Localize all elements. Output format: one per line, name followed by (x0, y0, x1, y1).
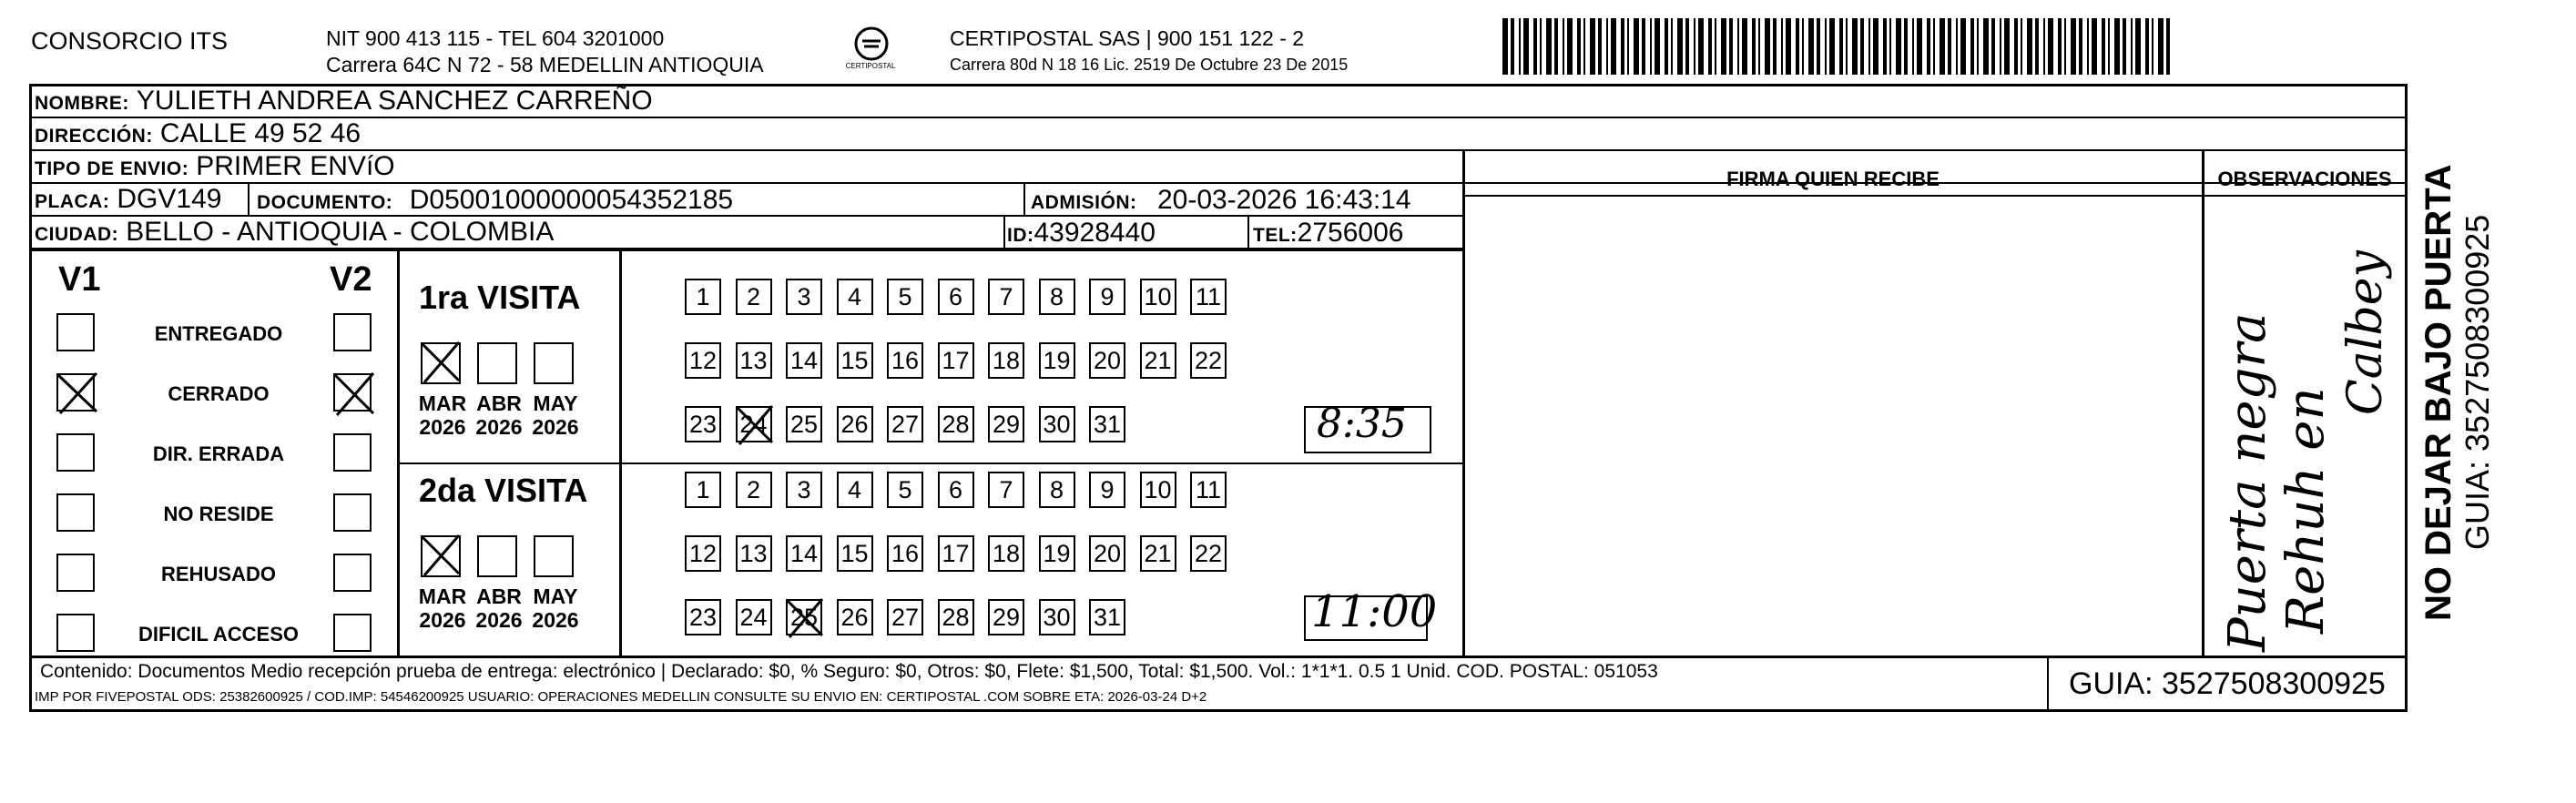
observaciones-header: OBSERVACIONES (2217, 168, 2392, 190)
barcode-bar (1621, 18, 1624, 75)
day-box[interactable]: 10 (1140, 279, 1176, 315)
direccion-label: DIRECCIÓN: (35, 126, 153, 147)
barcode-bar (2152, 18, 2153, 75)
barcode-bar (1752, 18, 1756, 75)
barcode-bar (1742, 18, 1747, 75)
placa-label: PLACA: (35, 191, 110, 212)
barcode-bar (2000, 18, 2001, 75)
barcode-bar (1825, 18, 1827, 75)
barcode-bar (1563, 18, 1564, 75)
certipostal-info (950, 25, 1348, 78)
barcode-bar (2027, 18, 2032, 75)
barcode-bar (1868, 18, 1870, 75)
day-box[interactable]: 7 (988, 472, 1024, 508)
day-box[interactable]: 4 (837, 472, 873, 508)
barcode-bar (1846, 18, 1848, 75)
divider (1462, 151, 1465, 657)
barcode-bar (2035, 18, 2039, 75)
nombre-value: YULIETH ANDREA SANCHEZ CARREÑO (136, 86, 653, 116)
barcode-bar (2135, 18, 2141, 75)
nombre-label: NOMBRE: (35, 93, 129, 114)
tipo-value: PRIMER ENVíO (196, 151, 395, 181)
barcode-bar (1627, 18, 1629, 75)
day-box[interactable]: 16 (887, 342, 923, 379)
month-checkbox[interactable] (534, 535, 574, 577)
day-box[interactable]: 5 (887, 472, 923, 508)
barcode-bar (1502, 18, 1508, 75)
company-info (326, 25, 764, 78)
footer-content-line: Contenido: Documentos Medio recepción prueba de entrega: electrónico | Declarado: $0, % Seguro: $0, Otros: $0, Flete: $1,500, Total: $1,500. Vol.: 1*1*1. 0.5 1 Unid. COD. POSTAL: 051053 (40, 661, 1658, 682)
day-box[interactable]: 14 (786, 342, 822, 379)
firma-header: FIRMA QUIEN RECIBE (1726, 168, 1940, 190)
barcode-bar (2087, 18, 2089, 75)
barcode-bar (1852, 18, 1858, 75)
footer-imp-line: IMP POR FIVEPOSTAL ODS: 25382600925 / COD.IMP: 54546200925 USUARIO: OPERACIONES MEDELLIN CONSULTE SU ENVIO EN: CERTIPOSTAL .COM SOBRE ETA: 2026-03-24 D+2 (35, 689, 1207, 705)
day-box[interactable]: 4 (837, 279, 873, 315)
day-box[interactable]: 22 (1190, 535, 1227, 572)
month-year: 2026 (419, 608, 466, 632)
month-name: MAY (533, 391, 578, 415)
month-label (472, 584, 526, 632)
tel-field (1253, 218, 1403, 249)
month-checkbox[interactable] (477, 535, 517, 577)
first-visit-title: 1ra VISITA (419, 279, 581, 316)
tipo-label: TIPO DE ENVIO: (35, 158, 189, 179)
barcode-bar (1677, 18, 1683, 75)
day-box[interactable]: 5 (887, 279, 923, 315)
month-name: ABR (476, 391, 522, 415)
barcode-bar (1917, 18, 1922, 75)
v1-checkbox[interactable] (56, 614, 95, 652)
barcode-bar (1567, 18, 1573, 75)
barcode-bar (1708, 18, 1712, 75)
barcode-bar (1808, 18, 1814, 75)
v2-checkbox[interactable] (333, 493, 372, 532)
divider (1247, 217, 1249, 249)
divider (397, 462, 1464, 464)
barcode-bar (1650, 18, 1652, 75)
ciudad-label: CIUDAD: (35, 224, 119, 245)
barcode-bar (1519, 18, 1521, 75)
day-box[interactable]: 22 (1190, 342, 1227, 379)
barcode-bar (1698, 18, 1704, 75)
barcode-bar (2058, 18, 2062, 75)
id-field (1007, 218, 1156, 249)
barcode-bar (2048, 18, 2053, 75)
month-name: ABR (476, 584, 522, 608)
divider (2202, 151, 2204, 657)
barcode-bar (2114, 18, 2120, 75)
barcode-bar (1773, 18, 1777, 75)
id-value: 43928440 (1033, 218, 1156, 248)
status-label: ENTREGADO (154, 322, 283, 345)
v2-checkbox[interactable] (333, 433, 372, 472)
barcode (1502, 18, 2176, 75)
barcode-bar (2108, 18, 2110, 75)
first-visit-time: 8:35 (1317, 401, 1407, 447)
barcode-bar (2071, 18, 2076, 75)
observation-line-3: Calbey (2338, 250, 2393, 415)
day-box[interactable]: 16 (887, 535, 923, 572)
barcode-bar (1829, 18, 1835, 75)
barcode-bar (1927, 18, 1930, 75)
v1-checkbox[interactable] (56, 554, 95, 592)
barcode-bar (2079, 18, 2082, 75)
company-name: CONSORCIO ITS (31, 27, 229, 55)
company-address-line: Carrera 64C N 72 - 58 MEDELLIN ANTIOQUIA (326, 53, 764, 76)
barcode-bar (1883, 18, 1887, 75)
day-box[interactable]: 6 (938, 279, 974, 315)
day-box[interactable]: 30 (1039, 406, 1075, 442)
barcode-bar (1765, 18, 1770, 75)
day-box[interactable]: 27 (887, 599, 923, 635)
day-box[interactable]: 19 (1039, 535, 1075, 572)
barcode-bar (1970, 18, 1974, 75)
month-label (415, 391, 470, 439)
divider (29, 249, 1464, 251)
observation-line-1: Puerta negra (2218, 312, 2277, 652)
day-box[interactable]: 3 (786, 472, 822, 508)
day-box[interactable]: 24 (736, 599, 772, 635)
day-box[interactable]: 25 (786, 599, 822, 635)
barcode-bar (1598, 18, 1602, 75)
check-mark-icon (734, 402, 776, 446)
barcode-bar (2004, 18, 2010, 75)
day-box[interactable]: 15 (837, 342, 873, 379)
day-box[interactable]: 31 (1089, 599, 1125, 635)
barcode-bar (1715, 18, 1716, 75)
divider (248, 184, 249, 217)
v1-header: V1 (58, 260, 101, 299)
barcode-bar (1912, 18, 1914, 75)
certipostal-nit-line: CERTIPOSTAL SAS | 900 151 122 - 2 (950, 26, 1305, 50)
barcode-bar (2064, 18, 2066, 75)
day-box[interactable]: 13 (736, 535, 772, 572)
barcode-bar (1904, 18, 1908, 75)
barcode-bar (2043, 18, 2045, 75)
barcode-bar (1533, 18, 1537, 75)
row-direccion (29, 118, 2408, 151)
barcode-bar (2158, 18, 2164, 75)
day-box[interactable]: 3 (786, 279, 822, 315)
day-box[interactable]: 20 (1089, 342, 1125, 379)
admision-value: 20-03-2026 16:43:14 (1156, 185, 1411, 215)
barcode-bar (1802, 18, 1804, 75)
day-box[interactable]: 31 (1089, 406, 1125, 442)
day-box[interactable]: 10 (1140, 472, 1176, 508)
month-name: MAR (418, 584, 467, 608)
barcode-bar (1606, 18, 1608, 75)
admision-field (1031, 185, 1411, 216)
ciudad-value: BELLO - ANTIOQUIA - COLOMBIA (126, 217, 555, 247)
second-visit-title: 2da VISITA (419, 472, 588, 509)
barcode-bar (1781, 18, 1783, 75)
barcode-bar (1540, 18, 1542, 75)
admision-label: ADMISIÓN: (1031, 192, 1137, 213)
barcode-bar (2166, 18, 2170, 75)
month-checkbox[interactable] (421, 535, 461, 577)
barcode-bar (2102, 18, 2105, 75)
status-label: DIR. ERRADA (152, 442, 285, 465)
month-name: MAR (418, 391, 467, 415)
barcode-bar (1665, 18, 1668, 75)
day-box[interactable]: 17 (938, 342, 974, 379)
status-label: NO RESIDE (163, 503, 274, 525)
month-checkbox[interactable] (534, 342, 574, 384)
barcode-bar (1511, 18, 1514, 75)
day-box[interactable]: 27 (887, 406, 923, 442)
month-name: MAY (533, 584, 578, 608)
barcode-bar (1611, 18, 1616, 75)
v2-checkbox[interactable] (333, 554, 372, 592)
no-dejar-notice: NO DEJAR BAJO PUERTA (2418, 164, 2459, 621)
day-box[interactable]: 11 (1190, 472, 1227, 508)
barcode-bar (1860, 18, 1864, 75)
month-year: 2026 (475, 608, 523, 632)
company-nit-line: NIT 900 413 115 - TEL 604 3201000 (326, 26, 665, 50)
divider (1023, 184, 1025, 217)
day-box[interactable]: 25 (786, 406, 822, 442)
day-box[interactable]: 26 (837, 406, 873, 442)
day-box[interactable]: 11 (1190, 279, 1227, 315)
barcode-bar (1737, 18, 1739, 75)
barcode-bar (1634, 18, 1639, 75)
v2-checkbox[interactable] (333, 614, 372, 652)
day-box[interactable]: 1 (685, 472, 721, 508)
barcode-bar (1721, 18, 1726, 75)
day-box[interactable]: 1 (685, 279, 721, 315)
v1-checkbox[interactable] (56, 493, 95, 532)
barcode-bar (1583, 18, 1585, 75)
month-year: 2026 (419, 415, 466, 439)
tel-label: TEL: (1253, 225, 1298, 246)
barcode-bar (1983, 18, 1989, 75)
day-box[interactable]: 6 (938, 472, 974, 508)
observation-line-2: Rehuh en (2276, 387, 2336, 634)
v1-checkbox[interactable] (56, 433, 95, 472)
barcode-bar (1554, 18, 1558, 75)
barcode-bar (2131, 18, 2133, 75)
day-box[interactable]: 18 (988, 535, 1024, 572)
barcode-bar (1758, 18, 1760, 75)
day-box[interactable]: 12 (685, 535, 721, 572)
v1-checkbox[interactable] (56, 373, 95, 412)
day-box[interactable]: 23 (685, 599, 721, 635)
day-box[interactable]: 12 (685, 342, 721, 379)
day-box[interactable]: 29 (988, 599, 1024, 635)
day-box[interactable]: 15 (837, 535, 873, 572)
barcode-bar (1685, 18, 1689, 75)
barcode-bar (1671, 18, 1673, 75)
barcode-bar (1839, 18, 1843, 75)
barcode-bar (1889, 18, 1891, 75)
day-box[interactable]: 9 (1089, 472, 1125, 508)
documento-label: DOCUMENTO: (257, 192, 393, 213)
barcode-bar (1817, 18, 1820, 75)
day-box[interactable]: 17 (938, 535, 974, 572)
v2-checkbox[interactable] (333, 313, 372, 351)
barcode-bar (1796, 18, 1799, 75)
day-box[interactable]: 7 (988, 279, 1024, 315)
barcode-bar (1948, 18, 1951, 75)
month-label (528, 584, 583, 632)
month-checkbox[interactable] (477, 342, 517, 384)
day-box[interactable]: 19 (1039, 342, 1075, 379)
day-box[interactable]: 8 (1039, 472, 1075, 508)
placa-value: DGV149 (117, 184, 222, 214)
barcode-bar (1655, 18, 1660, 75)
day-box[interactable]: 2 (736, 279, 772, 315)
day-box[interactable]: 28 (938, 406, 974, 442)
day-box[interactable]: 28 (938, 599, 974, 635)
v2-header: V2 (330, 260, 372, 299)
barcode-bar (1546, 18, 1552, 75)
check-mark-icon (419, 339, 463, 384)
day-box[interactable]: 23 (685, 406, 721, 442)
barcode-bar (1896, 18, 1901, 75)
divider (397, 249, 400, 657)
barcode-bar (1577, 18, 1581, 75)
day-box[interactable]: 13 (736, 342, 772, 379)
v1-checkbox[interactable] (56, 313, 95, 351)
day-box[interactable]: 30 (1039, 599, 1075, 635)
month-checkbox[interactable] (421, 342, 461, 384)
check-mark-icon (55, 370, 100, 415)
status-label: CERRADO (168, 382, 270, 405)
barcode-bar (1786, 18, 1791, 75)
day-box[interactable]: 14 (786, 535, 822, 572)
second-visit-time: 11:00 (1311, 586, 1438, 637)
month-label (528, 391, 583, 439)
tel-value: 2756006 (1297, 218, 1404, 248)
row-nombre (29, 86, 2408, 118)
guia-number: GUIA: 3527508300925 (2047, 657, 2404, 710)
check-mark-icon (419, 532, 463, 577)
barcode-bar (1694, 18, 1695, 75)
barcode-bar (1960, 18, 1966, 75)
row-tipo (29, 151, 1462, 184)
barcode-bar (1977, 18, 1979, 75)
direccion-value: CALLE 49 52 46 (159, 118, 361, 148)
id-label: ID: (1007, 225, 1034, 246)
divider (1003, 217, 1005, 249)
status-label: DIFICIL ACCESO (137, 623, 299, 645)
barcode-bar (1590, 18, 1595, 75)
barcode-bar (1956, 18, 1958, 75)
status-label: REHUSADO (161, 563, 276, 585)
v2-checkbox[interactable] (333, 373, 372, 412)
month-year: 2026 (532, 608, 579, 632)
day-box[interactable]: 26 (837, 599, 873, 635)
barcode-bar (2014, 18, 2018, 75)
day-box[interactable]: 18 (988, 342, 1024, 379)
barcode-bar (1642, 18, 1645, 75)
barcode-bar (1729, 18, 1733, 75)
check-mark-icon (331, 370, 377, 417)
barcode-bar (1940, 18, 1945, 75)
certipostal-license-line: Carrera 80d N 18 16 Lic. 2519 De Octubre 23 De 2015 (950, 56, 1349, 74)
day-box[interactable]: 2 (736, 472, 772, 508)
barcode-bar (1523, 18, 1529, 75)
barcode-bar (2092, 18, 2097, 75)
day-box[interactable]: 21 (1140, 535, 1176, 572)
barcode-bar (1873, 18, 1879, 75)
barcode-bar (1933, 18, 1935, 75)
day-box[interactable]: 24 (736, 406, 772, 442)
day-box[interactable]: 29 (988, 406, 1024, 442)
day-box[interactable]: 21 (1140, 342, 1176, 379)
barcode-bar (1991, 18, 1995, 75)
day-box[interactable]: 20 (1089, 535, 1125, 572)
day-box[interactable]: 9 (1089, 279, 1125, 315)
side-guia: GUIA: 3527508300925 (2459, 214, 2496, 550)
divider (1462, 195, 2408, 197)
month-label (472, 391, 526, 439)
logo-text: CERTIPOSTAL (845, 62, 896, 70)
month-label (415, 584, 470, 632)
documento-value: D05001000000054352185 (409, 185, 734, 215)
barcode-bar (2021, 18, 2022, 75)
check-mark-icon (784, 595, 826, 639)
month-year: 2026 (475, 415, 523, 439)
day-box[interactable]: 8 (1039, 279, 1075, 315)
certipostal-logo-icon (850, 24, 893, 67)
divider (619, 249, 622, 657)
barcode-bar (2123, 18, 2126, 75)
month-year: 2026 (532, 415, 579, 439)
barcode-bar (2145, 18, 2149, 75)
documento-field (257, 185, 733, 216)
